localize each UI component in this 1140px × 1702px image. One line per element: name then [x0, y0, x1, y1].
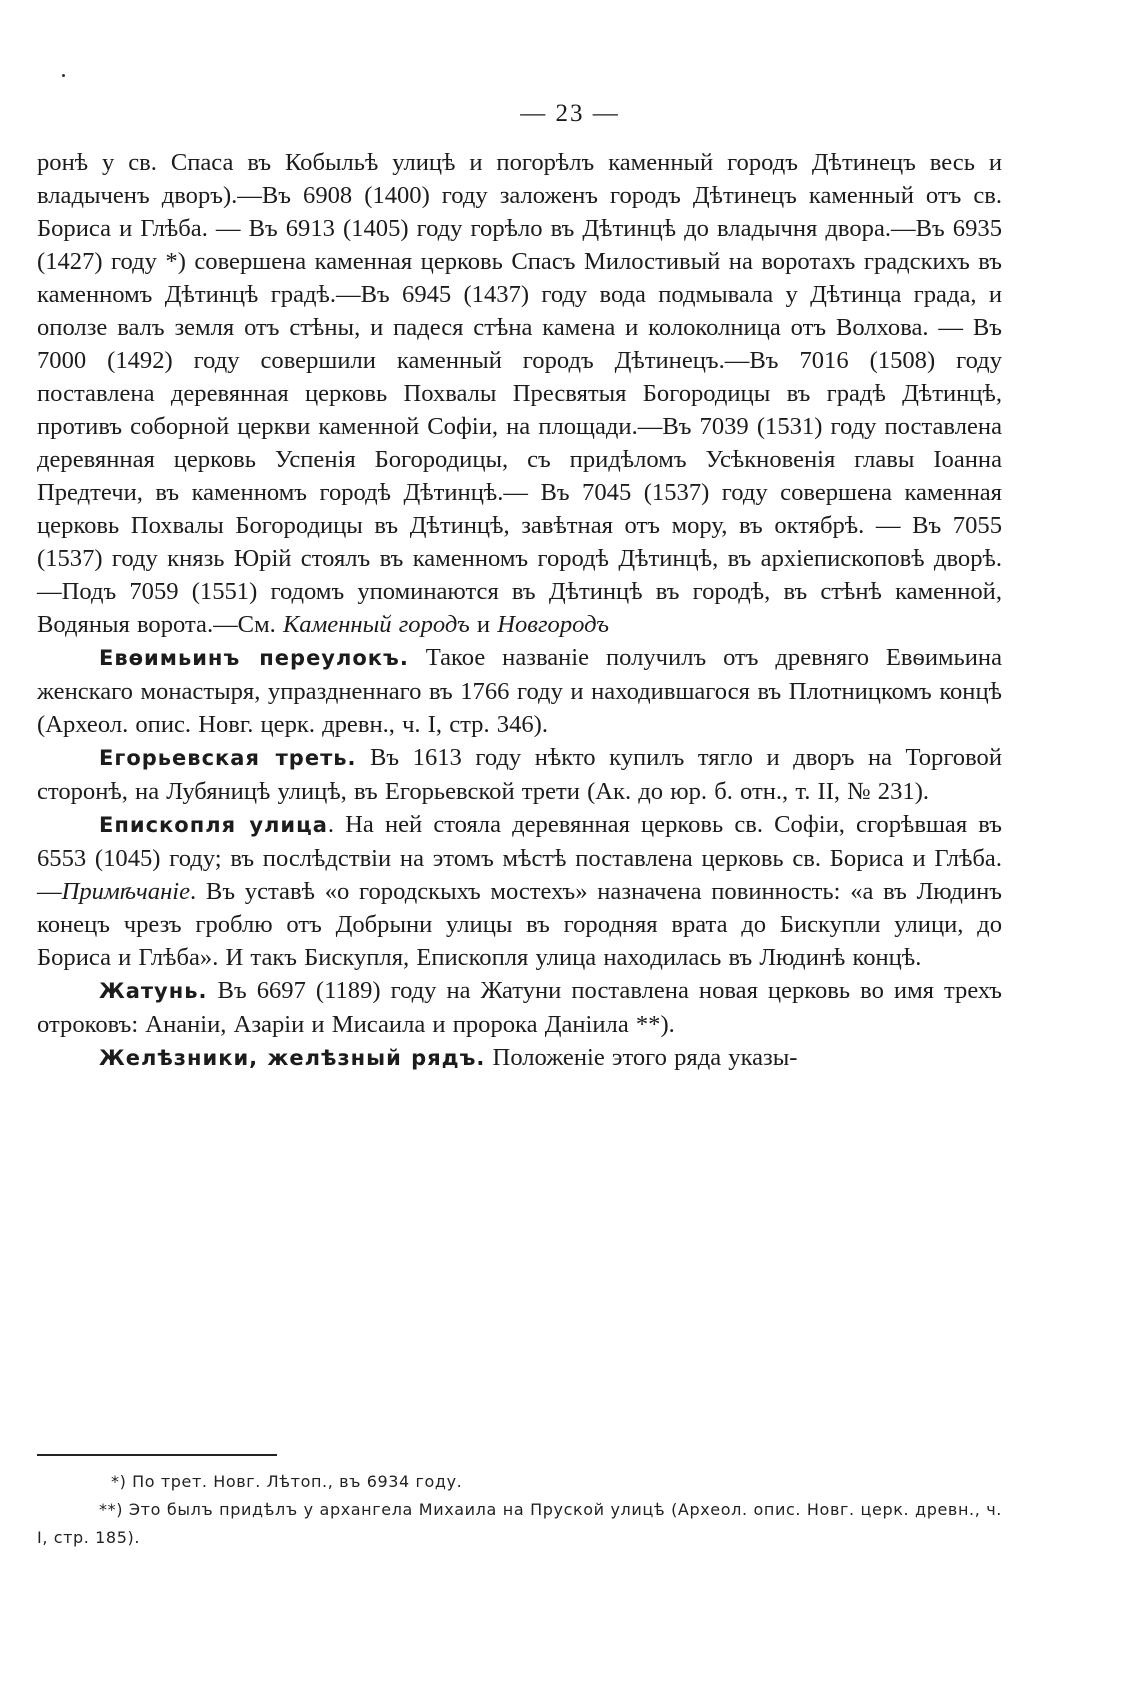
entry-heading: Егорьевская треть. [99, 746, 357, 770]
paragraph-text: ронѣ у св. Спаса въ Кобыльѣ улицѣ и погорѣлъ каменный городъ Дѣтинецъ весь и владыченъ дворъ).—Въ 6908 (1400) году заложенъ городъ Дѣтинецъ каменный отъ св. Бориса и Глѣба. — Въ 6913 (1405) году горѣло въ Дѣтинцѣ до владычня двора.—Въ 6935 (1427) году *) совершена каменная церковь Спасъ Милостивый на воротахъ градскихъ въ каменномъ Дѣтинцѣ градѣ.—Въ 6945 (1437) году вода подмывала у Дѣтинца града, и оползе валъ земля отъ стѣны, и падеся стѣна камена и колоколница отъ Волхова. — Въ 7000 (1492) году совершили каменный городъ Дѣтинецъ.—Въ 7016 (1508) году поставлена деревянная церковь Похвалы Пресвятыя Богородицы въ градѣ Дѣтинцѣ, противъ соборной церкви каменной Софіи, на площади.—Въ 7039 (1531) году поставлена деревянная церковь Успенія Богородицы, съ придѣломъ Усѣкновенія главы Іоанна Предтечи, въ каменномъ городѣ Дѣтинцѣ.— Въ 7045 (1537) году совершена каменная церковь Похвалы Богородицы въ Дѣтинцѣ, завѣтная отъ мору, въ октябрѣ. — Въ 7055 (1537) году князь Юрій стоялъ въ каменномъ городѣ Дѣтинцѣ, въ архіепископовѣ дворѣ.—Подъ 7059 (1551) годомъ упоминаются въ Дѣтинцѣ въ городѣ, въ стѣнѣ каменной, Водяныя ворота.—См. [37, 149, 1002, 638]
entry-heading: Епископля улица [99, 813, 328, 837]
entry-text: Такое названіе получилъ отъ древняго Евѳимьина женскаго монастыря, упраздненнаго въ 1766 году и находившагося въ Плотницкомъ концѣ (Археол. опис. Новг. церк. древн., ч. I, стр. 346). [37, 644, 1002, 738]
entry-heading: Евѳимьинъ переулокъ. [99, 646, 409, 670]
print-speck [62, 74, 65, 77]
entry-paragraph [37, 808, 1002, 974]
footnote: **) Это былъ придѣлъ у архангела Михаила на Пруской улицѣ (Археол. опис. Новг. церк. древн., ч. I, стр. 185). [37, 1500, 1002, 1547]
footnotes [37, 1468, 1002, 1552]
cross-reference: Примѣчаніе [61, 878, 191, 905]
paragraph-continuation [37, 146, 1002, 641]
body-text [37, 146, 1002, 1075]
footnote: *) По трет. Новг. Лѣтоп., въ 6934 году. [111, 1472, 463, 1491]
footnote-rule [37, 1454, 277, 1456]
entry-text: Въ 1613 году нѣкто купилъ тягло и дворъ на Торговой сторонѣ, на Лубяницѣ улицѣ, въ Егорьевской трети (Ак. до юр. б. отн., т. II, № 231). [37, 744, 1002, 805]
entry-text: . На ней стояла деревянная церковь св. Софіи, сгорѣвшая въ 6553 (1045) году; въ послѣдствіи на этомъ мѣстѣ поставлена церковь св. Бориса и Глѣба.— [37, 811, 1003, 905]
entry-text: . Въ уставѣ «о городскыхъ мостехъ» назначена повинность: «а въ Людинъ конецъ чрезъ гроблю отъ Добрыни улицы въ городняя врата до Бискупли улици, до Бориса и Глѣба». И такъ Бискупля, Епископля улица находилась въ Людинѣ концѣ. [37, 878, 1002, 971]
paragraph-text: и [469, 611, 498, 638]
entry-paragraph [37, 974, 1002, 1041]
entry-paragraph [37, 741, 1002, 808]
entry-text: Положеніе этого ряда указы- [485, 1044, 798, 1071]
entry-heading: Жатунь. [99, 979, 208, 1003]
cross-reference: Каменный городъ [282, 611, 470, 638]
entry-text: Въ 6697 (1189) году на Жатуни поставлена новая церковь во имя трехъ отроковъ: Ананіи, Азаріи и Мисаила и пророка Даніила **). [37, 977, 1002, 1038]
entry-heading: Желѣзники, желѣзный рядъ. [99, 1046, 486, 1070]
entry-paragraph [37, 1041, 1002, 1075]
page-number: — 23 — [520, 100, 620, 127]
cross-reference: Новгородъ [497, 611, 609, 638]
entry-paragraph [37, 641, 1002, 741]
